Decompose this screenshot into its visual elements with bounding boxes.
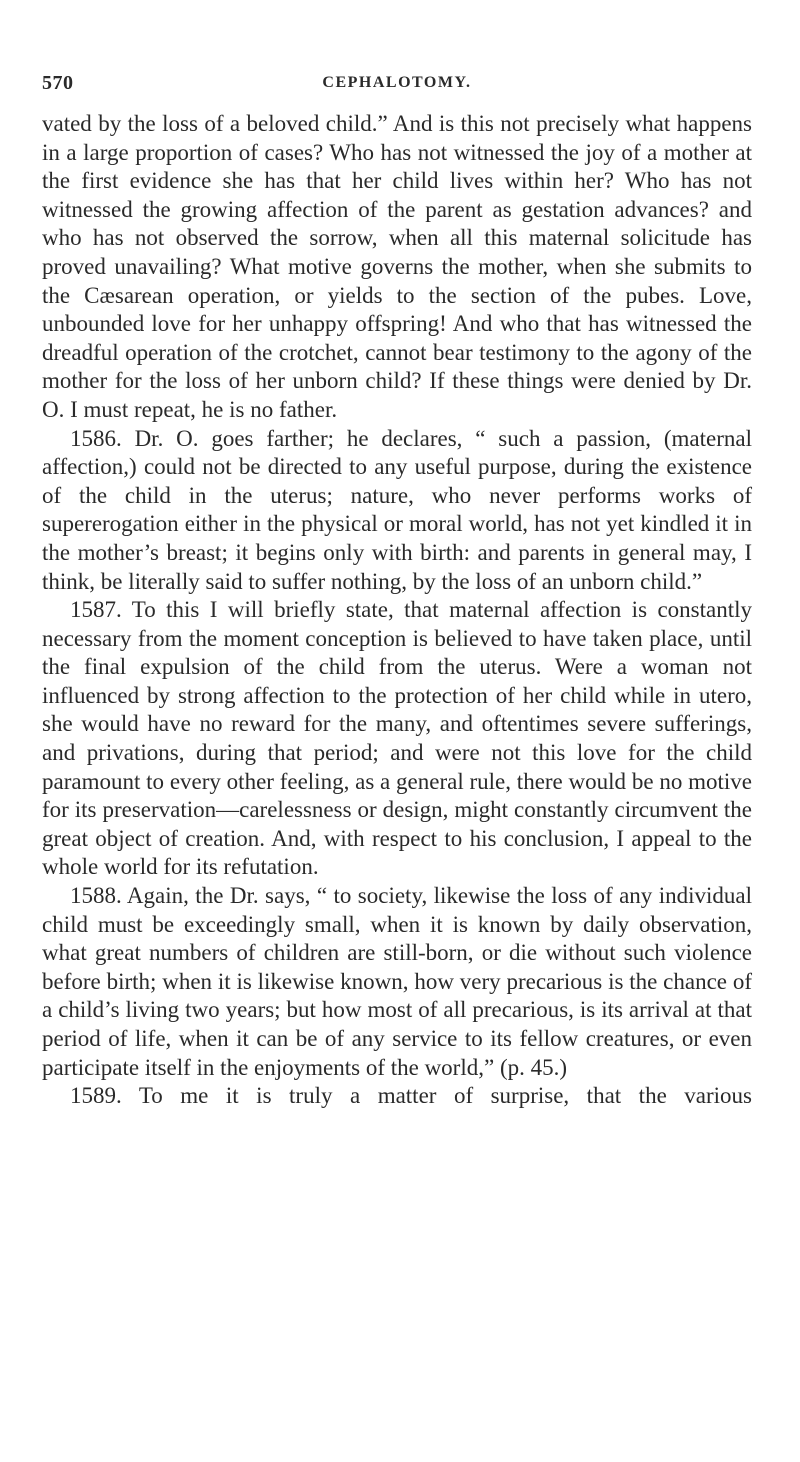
book-page bbox=[42, 72, 752, 1111]
paragraph-1587: 1587. To this I will briefly state, that maternal affection is constantly necessary from the moment conception is believed to have taken place, until the final expulsion of the child from the uterus. Were a woman not influenced by strong affection to the protection of her child while in utero, she would have no reward for the many, and oftentimes severe sufferings, and privations, during that period; and were not this love for the child paramount to every other feeling, as a general rule, there would be no motive for its preservation—carelessness or design, might constantly circumvent the great object of creation. And, with respect to his conclusion, I appeal to the whole world for its refutation. bbox=[42, 597, 752, 880]
page-number: 570 bbox=[42, 72, 74, 94]
paragraph-1586: 1586. Dr. O. goes farther; he declares, “ such a passion, (maternal affection,) could not be directed to any useful purpose, during the existence of the child in the uterus; nature, who never performs works of supererogation either in the physical or moral world, has not yet kindled it in the mother’s breast; it begins only with birth: and parents in general may, I think, be literally said to suffer nothing, by the loss of an unborn child.” bbox=[42, 425, 752, 594]
paragraph-1589: 1589. To me it is truly a matter of surprise, that the various bbox=[70, 1083, 752, 1109]
paragraph-continuation: vated by the loss of a beloved child.” And is this not precisely what happens in a large proportion of cases? Who has not witnessed the joy of a mother at the first evidence she has that her child lives within her? Who has not witnessed the growing affection of the parent as gestation advances? and who has not observed the sorrow, when all this maternal solicitude has proved unavailing? What motive governs the mother, when she submits to the Cæsarean operation, or yields to the section of the pubes. Love, unbounded love for her unhappy offspring! And who that has witnessed the dreadful operation of the crotchet, cannot bear testimony to the agony of the mother for the loss of her unborn child? If these things were denied by Dr. O. I must repeat, he is no father. bbox=[42, 111, 752, 422]
running-head: CEPHALOTOMY. bbox=[322, 74, 472, 91]
page-header bbox=[42, 72, 752, 102]
body-text bbox=[42, 110, 752, 1111]
paragraph-1588: 1588. Again, the Dr. says, “ to society, likewise the loss of any individual child must be exceedingly small, when it is known by daily observation, what great numbers of children are still-born, or die without such violence before birth; when it is likewise known, how very precarious is the chance of a child’s living two years; but how most of all precarious, is its arrival at that period of life, when it can be of any service to its fellow creatures, or even participate itself in the enjoyments of the world,” (p. 45.) bbox=[42, 883, 752, 1080]
